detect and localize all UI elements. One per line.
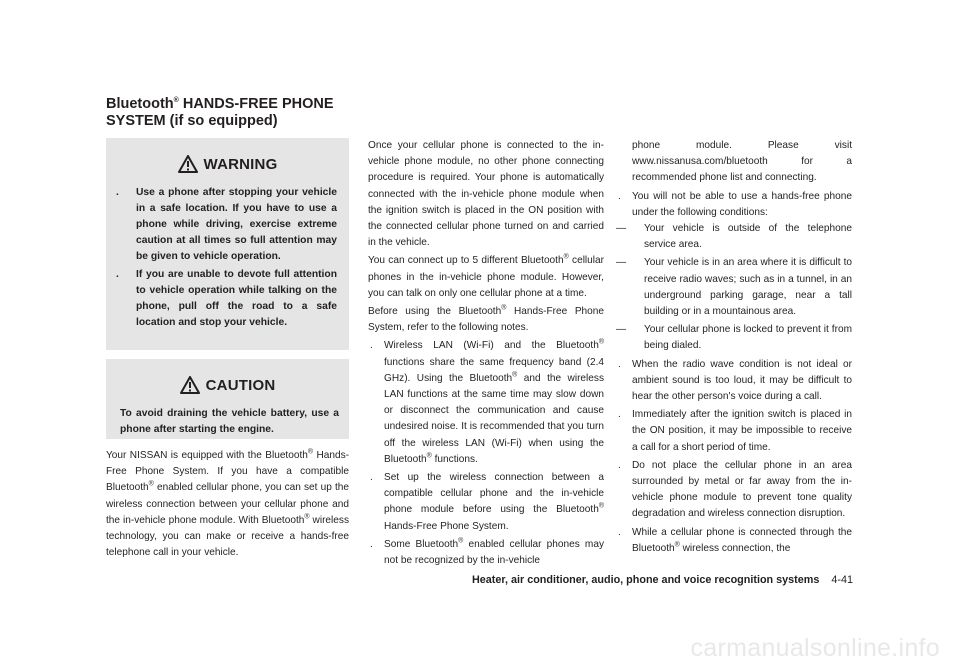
notes-list bbox=[368, 338, 604, 569]
page-number: 4-41 bbox=[831, 574, 853, 586]
bullet: . bbox=[618, 358, 621, 370]
section-title bbox=[106, 96, 366, 130]
text: When the radio wave condition is not ideal or ambient sound is too loud, it may be difficult to hear the other person's voice during a call. bbox=[632, 358, 852, 403]
reg-mark: ® bbox=[501, 304, 507, 312]
title-bluetooth: Bluetooth bbox=[106, 96, 174, 112]
list-item bbox=[616, 189, 852, 355]
text: enabled cellular phone, you can set up the wireless connection between your cellular phone and the in-vehicle phone module. With Bluetooth bbox=[106, 482, 349, 526]
title-part-b: HANDS-FREE PHONE bbox=[178, 96, 334, 112]
list-item bbox=[616, 407, 852, 456]
paragraph bbox=[368, 304, 604, 336]
reg-mark: ® bbox=[674, 541, 680, 549]
paragraph: Once your cellular phone is connected to the in-vehicle phone module, no other phone connecting procedure is required. Your phone is automatically connected with the in-vehicle phone module when the ignition switch is placed in the ON position with the connected cellular phone turned on and carried in the vehicle. bbox=[368, 140, 604, 249]
paragraph bbox=[368, 253, 604, 302]
text: Some Bluetooth bbox=[384, 538, 459, 550]
caution-text: To avoid draining the vehicle battery, use a phone after starting the engine. bbox=[120, 408, 339, 435]
list-item bbox=[616, 525, 852, 557]
title-part-c: SYSTEM (if so equipped) bbox=[106, 113, 278, 129]
list-item bbox=[616, 458, 852, 523]
caution-label: CAUTION bbox=[205, 376, 276, 394]
reg-mark: ® bbox=[307, 448, 314, 456]
list-item bbox=[368, 537, 604, 569]
sub-list-item bbox=[616, 322, 852, 354]
column-2 bbox=[368, 138, 604, 571]
column-3 bbox=[616, 138, 852, 559]
text: cellular phones in the in-vehicle phone module. However, you can talk on only one cellular phone at a time. bbox=[368, 255, 605, 299]
footer-chapter-title: Heater, air conditioner, audio, phone and voice recognition systems bbox=[471, 574, 820, 586]
text: Hands-Free Phone System, refer to the following notes. bbox=[368, 306, 605, 334]
caution-header bbox=[106, 359, 349, 396]
bullet: . bbox=[370, 472, 373, 484]
warning-triangle-icon bbox=[178, 155, 198, 173]
text: wireless technology, you can make or receive a hands-free telephone call in your vehicle. bbox=[106, 514, 349, 559]
warning-header bbox=[106, 138, 349, 175]
warning-item bbox=[114, 185, 337, 265]
list-item bbox=[368, 338, 604, 468]
bullet: . bbox=[370, 340, 373, 352]
page-footer bbox=[472, 574, 853, 586]
warning-item-text: Use a phone after stopping your vehicle in a safe location. If you have to use a phone while driving, exercise extreme caution at all times so full attention may be given to vehicle operation. bbox=[136, 187, 337, 262]
text: Immediately after the ignition switch is placed in the ON position, it may be impossible to receive a call for a short period of time. bbox=[632, 409, 852, 453]
reg-mark: ® bbox=[598, 503, 604, 511]
text: Your vehicle is outside of the telephone service area. bbox=[644, 223, 852, 251]
reg-mark: ® bbox=[148, 481, 154, 489]
caution-box bbox=[106, 359, 349, 439]
text: Hands-Free Phone System. If you have a compatible Bluetooth bbox=[106, 450, 350, 494]
text: functions. bbox=[431, 453, 478, 465]
warning-list bbox=[106, 185, 349, 331]
warning-item-text: If you are unable to devote full attention to vehicle operation while talking on the phone, pull off the road to a safe location and stop your vehicle. bbox=[136, 269, 337, 328]
text: Do not place the cellular phone in an area surrounded by metal or far away from the in-vehicle phone module to prevent tone quality degradation and wireless connection disruption. bbox=[632, 459, 852, 520]
bullet: . bbox=[370, 538, 373, 550]
reg-mark: ® bbox=[304, 513, 310, 521]
text: wireless connection, the bbox=[679, 542, 791, 554]
text: Hands-Free Phone System. bbox=[384, 520, 509, 532]
text: Wireless LAN (Wi-Fi) and the Bluetooth bbox=[384, 340, 599, 352]
text: Your cellular phone is locked to prevent it from being dialed. bbox=[644, 324, 852, 352]
reg-mark: ® bbox=[598, 339, 604, 347]
text: enabled cellular phones may not be recognized by the in-vehicle bbox=[384, 538, 604, 567]
text: You can connect up to 5 different Bluetooth bbox=[368, 255, 564, 267]
intro-paragraph bbox=[106, 448, 349, 561]
bullet: . bbox=[618, 190, 621, 202]
text: Before using the Bluetooth bbox=[368, 306, 502, 318]
text: You will not be able to use a hands-free phone under the following conditions: bbox=[632, 190, 852, 218]
bullet: . bbox=[618, 526, 621, 538]
reg-mark: ® bbox=[458, 537, 464, 545]
text: While a cellular phone is connected through the Bluetooth bbox=[632, 526, 852, 554]
text: Set up the wireless connection between a compatible cellular phone and the in-vehicle phone module before using the Bluetooth bbox=[384, 472, 604, 516]
sub-list-item bbox=[616, 221, 852, 253]
reg-mark: ® bbox=[563, 254, 569, 262]
sub-list-item bbox=[616, 255, 852, 320]
reg-mark: ® bbox=[426, 452, 432, 460]
watermark: carmanualsonline.info bbox=[690, 634, 940, 662]
warning-label: WARNING bbox=[203, 155, 278, 173]
bullet: . bbox=[116, 269, 119, 280]
text: Your vehicle is in an area where it is difficult to receive radio waves; such as in a tunnel, in an underground parking garage, near a tall building or in a mountainous area. bbox=[644, 257, 852, 318]
text: Your NISSAN is equipped with the Bluetooth bbox=[106, 450, 308, 461]
dash: — bbox=[616, 257, 627, 269]
list-item bbox=[368, 470, 604, 535]
continued-text: phone module. Please visit www.nissanusa.com/bluetooth for a recommended phone list and connecting. bbox=[632, 140, 852, 184]
bullet: . bbox=[116, 187, 119, 198]
list-item bbox=[616, 357, 852, 406]
text: functions share the same frequency band (2.4 GHz). Using the Bluetooth bbox=[384, 356, 604, 384]
warning-item bbox=[114, 267, 337, 331]
dash: — bbox=[616, 324, 627, 336]
notes-list bbox=[616, 189, 852, 557]
text: and the wireless LAN functions at the same time may slow down or disconnect the communication and cause undesired noise. It is recommended that you turn off the wireless LAN (Wi-Fi) when using the Bluetooth bbox=[384, 372, 604, 465]
reg-mark: ® bbox=[512, 371, 518, 379]
sub-list bbox=[616, 221, 852, 355]
caution-triangle-icon bbox=[180, 376, 200, 394]
title-reg: ® bbox=[173, 97, 179, 105]
bullet: . bbox=[618, 409, 621, 421]
bullet: . bbox=[618, 459, 621, 471]
dash: — bbox=[616, 223, 627, 235]
warning-box bbox=[106, 138, 349, 350]
